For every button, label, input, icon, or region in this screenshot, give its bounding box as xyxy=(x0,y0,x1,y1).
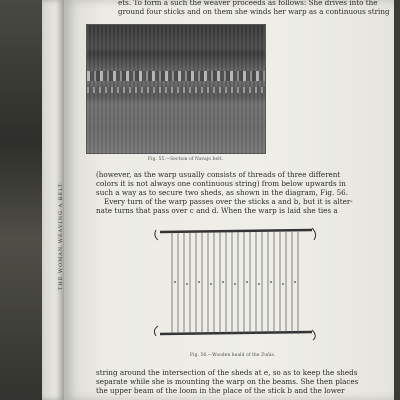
body-text-line: Every turn of the warp passes over the sticks a and b, but it is alter- xyxy=(104,197,353,206)
body-text-line: ground four sticks and on them she winds her warp as a continuous string xyxy=(118,7,390,16)
body-text-line: colors it is not always one continuous string) from below upwards in xyxy=(96,179,346,188)
body-text-line: (however, as the warp usually consists of threads of three different xyxy=(96,170,341,179)
body-text-line: such a way as to secure two sheds, as shown in the diagram, Fig. 56. xyxy=(96,188,349,197)
figure-caption: Fig. 56.—Wooden heald of the Zuñis. xyxy=(190,352,276,357)
body-text-line: ets. To form a such the weaver proceeds as follows: She drives into the xyxy=(118,0,378,7)
figure-pattern-band xyxy=(87,71,265,81)
figure-pattern-band xyxy=(87,87,265,93)
figure-caption: Fig. 55.—Section of Navajo belt. xyxy=(148,156,224,161)
body-text-line: nate turns that pass over c and d. When the warp is laid she ties a xyxy=(96,206,338,215)
body-text-line: separate while she is mounting the warp on the beams. She then places xyxy=(96,377,359,386)
running-head: THE WOMAN WEAVING A BELT. xyxy=(58,180,64,290)
body-text-line: the upper beam of the loom in the place of the stick b and the lower xyxy=(96,386,345,395)
figure-heald-diagram xyxy=(152,226,318,344)
figure-belt-section xyxy=(86,24,266,154)
body-text-line: string around the intersection of the sheds at e, so as to keep the sheds xyxy=(96,368,358,377)
